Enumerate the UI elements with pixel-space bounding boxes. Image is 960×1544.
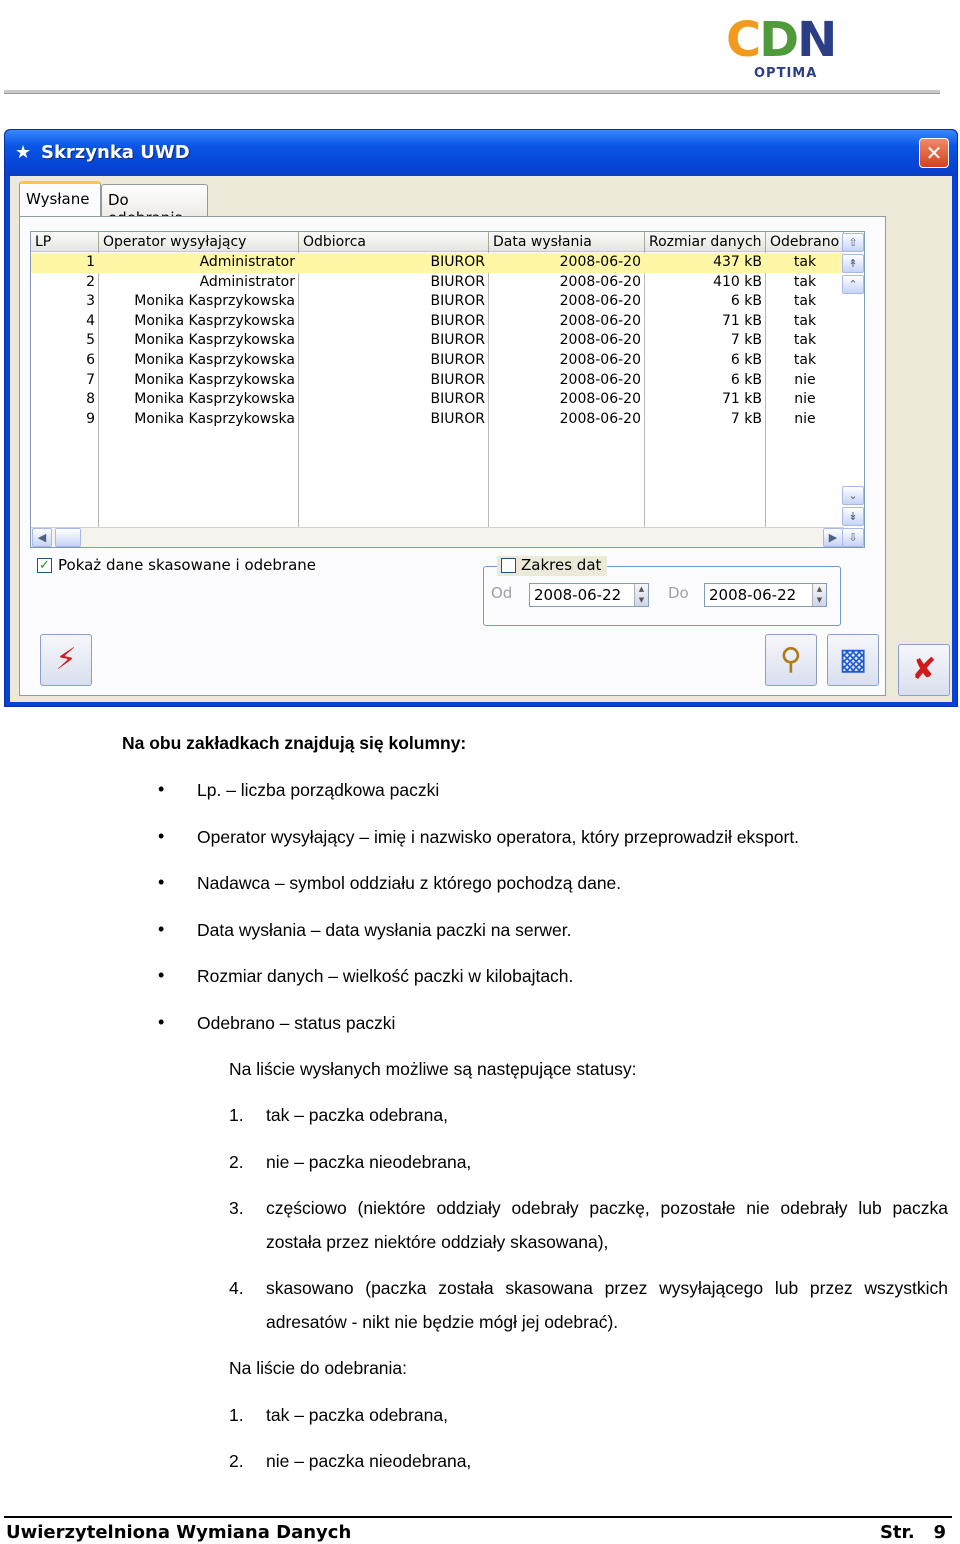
status-number: 3. [229, 1198, 244, 1218]
footer-divider [4, 1516, 952, 1518]
cell-data: 2008-06-20 [559, 332, 641, 349]
date-to-value: 2008-06-22 [709, 586, 797, 604]
list-item: Odebrano – status paczki [197, 1013, 396, 1033]
cell-rozmiar: 6 kB [730, 293, 762, 310]
cell-data: 2008-06-20 [559, 312, 641, 329]
cell-odebrano: tak [793, 312, 817, 329]
window-close-button[interactable]: ✕ [919, 138, 949, 168]
cell-rozmiar: 6 kB [730, 371, 762, 388]
window-titlebar [5, 130, 957, 176]
status-text: częściowo (niektóre oddziały odebrały paczkę, pozostałe nie odebrały lub paczka [266, 1198, 948, 1218]
tab-wyslane[interactable]: Wysłane [19, 181, 101, 217]
cell-operator: Monika Kasprzykowska [134, 352, 295, 368]
trash-icon[interactable]: ▩ [827, 634, 879, 686]
column-header-data[interactable]: Data wysłania [489, 232, 645, 252]
status-number: 1. [229, 1105, 244, 1125]
scroll-down-icon[interactable]: ⌄ [842, 486, 864, 505]
status-text: adresatów - nikt nie będzie mógł jej odebrać). [266, 1312, 619, 1332]
column-header-lp[interactable]: LP [31, 232, 99, 252]
cell-data: 2008-06-20 [559, 254, 641, 270]
cell-odebrano: tak [793, 273, 817, 290]
cell-rozmiar: 410 kB [713, 273, 762, 290]
table-row[interactable] [31, 273, 844, 293]
scroll-page-down-icon[interactable]: ↡ [842, 507, 864, 526]
cell-lp: 1 [86, 254, 95, 270]
sent-list-intro: Na liście wysłanych możliwe są następujące statusy: [229, 1059, 637, 1079]
status-number: 1. [229, 1405, 244, 1425]
table-row[interactable] [31, 410, 844, 430]
list-item: Operator wysyłający – imię i nazwisko operatora, który przeprowadził eksport. [197, 827, 800, 847]
bullet-dot: • [158, 826, 165, 846]
receive-list-intro: Na liście do odebrania: [229, 1358, 408, 1378]
cell-lp: 5 [86, 332, 95, 349]
tab-do-odebrania[interactable]: Do [101, 184, 208, 216]
cell-data: 2008-06-20 [559, 293, 641, 310]
cell-odbiorca: BIUROR [430, 273, 485, 290]
cell-lp: 7 [86, 371, 95, 388]
table-row[interactable] [31, 312, 844, 332]
cell-operator: Monika Kasprzykowska [134, 293, 295, 310]
footer-title: Uwierzytelniona Wymiana Danych [6, 1522, 352, 1543]
list-item: Data wysłania – data wysłania paczki na serwer. [197, 920, 572, 940]
cell-odebrano: tak [793, 293, 817, 310]
scroll-last-icon[interactable]: ⇩ [842, 528, 864, 547]
column-header-rozmiar[interactable]: Rozmiar danych [645, 232, 766, 252]
cell-data: 2008-06-20 [559, 391, 641, 408]
status-text: nie – paczka nieodebrana, [266, 1152, 472, 1172]
cell-lp: 6 [86, 352, 95, 368]
cell-lp: 2 [86, 273, 95, 290]
section-heading: Na obu zakładkach znajdują się kolumny: [122, 733, 467, 753]
cell-data: 2008-06-20 [559, 352, 641, 368]
date-to-label: Do [668, 584, 689, 602]
cell-odbiorca: BIUROR [430, 391, 485, 408]
cell-rozmiar: 7 kB [730, 332, 762, 349]
date-from-label: Od [491, 584, 513, 602]
cell-odbiorca: BIUROR [430, 293, 485, 310]
cell-rozmiar: 7 kB [730, 410, 762, 427]
cell-data: 2008-06-20 [559, 273, 641, 290]
date-range-label: Zakres dat [521, 556, 602, 574]
packages-grid[interactable] [30, 231, 865, 548]
scroll-left-icon[interactable]: ◀ [32, 528, 52, 547]
bullet-dot: • [158, 1012, 165, 1032]
bullet-dot: • [158, 779, 165, 799]
window-client-area [10, 176, 952, 702]
column-header-odebrano[interactable]: Odebrano [766, 232, 844, 252]
logo-brand: CDN [726, 12, 836, 68]
status-text: tak – paczka odebrana, [266, 1405, 448, 1425]
cell-operator: Administrator [199, 273, 295, 290]
cell-rozmiar: 437 kB [713, 254, 762, 270]
status-text: nie – paczka nieodebrana, [266, 1451, 472, 1471]
app-icon: ★ [15, 142, 32, 163]
show-deleted-checkbox[interactable]: ✓ [37, 558, 52, 573]
cell-rozmiar: 6 kB [730, 352, 762, 368]
scroll-first-icon[interactable]: ⇧ [842, 233, 864, 252]
close-x-icon[interactable]: ✘ [898, 644, 950, 696]
date-from-spinner-icon[interactable]: ▲ ▼ [634, 584, 648, 606]
table-row[interactable] [31, 292, 844, 312]
table-row[interactable] [31, 253, 844, 273]
bullet-dot: • [158, 872, 165, 892]
column-header-odbiorca[interactable]: Odbiorca [299, 232, 489, 252]
table-row[interactable] [31, 390, 844, 410]
cell-odebrano: nie [794, 410, 816, 427]
bullet-dot: • [158, 965, 165, 985]
status-text: tak – paczka odebrana, [266, 1105, 448, 1125]
column-header-operator[interactable]: Operator wysyłający [99, 232, 299, 252]
status-number: 2. [229, 1152, 244, 1172]
cell-operator: Monika Kasprzykowska [134, 391, 295, 408]
lightning-icon[interactable]: ⚡ [40, 634, 92, 686]
window-title: Skrzynka UWD [41, 142, 190, 163]
magnifier-icon[interactable]: ⚲ [765, 634, 817, 686]
cdn-optima-logo [726, 14, 846, 84]
cell-odebrano: nie [794, 391, 816, 408]
bullet-dot: • [158, 919, 165, 939]
skrzynka-uwd-window [4, 129, 958, 707]
cell-operator: Monika Kasprzykowska [134, 312, 295, 329]
show-deleted-label: Pokaż dane skasowane i odebrane [58, 556, 317, 574]
cell-lp: 4 [86, 312, 95, 329]
cell-odbiorca: BIUROR [430, 410, 485, 427]
date-to-spinner-icon[interactable]: ▲ ▼ [812, 584, 826, 606]
scroll-up-icon[interactable]: ⌃ [842, 275, 864, 294]
status-text: została przez niektóre oddziały skasowana), [266, 1232, 609, 1252]
cell-lp: 8 [86, 391, 95, 408]
status-number: 2. [229, 1451, 244, 1471]
table-row[interactable] [31, 371, 844, 391]
cell-odbiorca: BIUROR [430, 371, 485, 388]
list-item: Nadawca – symbol oddziału z którego pochodzą dane. [197, 873, 622, 893]
grid-header [31, 232, 844, 252]
cell-data: 2008-06-20 [559, 410, 641, 427]
cell-odbiorca: BIUROR [430, 312, 485, 329]
list-item: Lp. – liczba porządkowa paczki [197, 780, 440, 800]
cell-data: 2008-06-20 [559, 371, 641, 388]
cell-operator: Monika Kasprzykowska [134, 410, 295, 427]
cell-lp: 9 [86, 410, 95, 427]
page-number: Str. 9 [879, 1522, 946, 1543]
scroll-thumb[interactable] [55, 528, 81, 547]
status-number: 4. [229, 1278, 244, 1298]
cell-odebrano: tak [793, 352, 817, 368]
cell-lp: 3 [86, 293, 95, 310]
header-divider [4, 90, 940, 94]
cell-odbiorca: BIUROR [430, 332, 485, 349]
list-item: Rozmiar danych – wielkość paczki w kilobajtach. [197, 966, 574, 986]
status-text: skasowano (paczka została skasowana przez wysyłającego lub przez wszystkich [266, 1278, 948, 1298]
cell-odebrano: tak [793, 332, 817, 349]
scroll-right-icon[interactable]: ▶ [823, 528, 843, 547]
horizontal-scrollbar[interactable] [31, 527, 844, 547]
cell-operator: Monika Kasprzykowska [134, 332, 295, 349]
date-from-field[interactable] [529, 583, 649, 607]
date-to-field[interactable] [704, 583, 827, 607]
scroll-page-up-icon[interactable]: ↟ [842, 254, 864, 273]
logo-product: OPTIMA [754, 66, 818, 81]
cell-odbiorca: BIUROR [430, 352, 485, 368]
cell-odebrano: nie [794, 371, 816, 388]
date-range-checkbox[interactable] [501, 558, 516, 573]
cell-operator: Monika Kasprzykowska [134, 371, 295, 388]
table-row[interactable] [31, 351, 844, 371]
cell-rozmiar: 71 kB [722, 391, 762, 408]
date-from-value: 2008-06-22 [534, 586, 622, 604]
table-row[interactable] [31, 331, 844, 351]
cell-rozmiar: 71 kB [722, 312, 762, 329]
cell-odbiorca: BIUROR [430, 254, 485, 270]
cell-operator: Administrator [199, 254, 295, 270]
cell-odebrano: tak [793, 254, 817, 270]
